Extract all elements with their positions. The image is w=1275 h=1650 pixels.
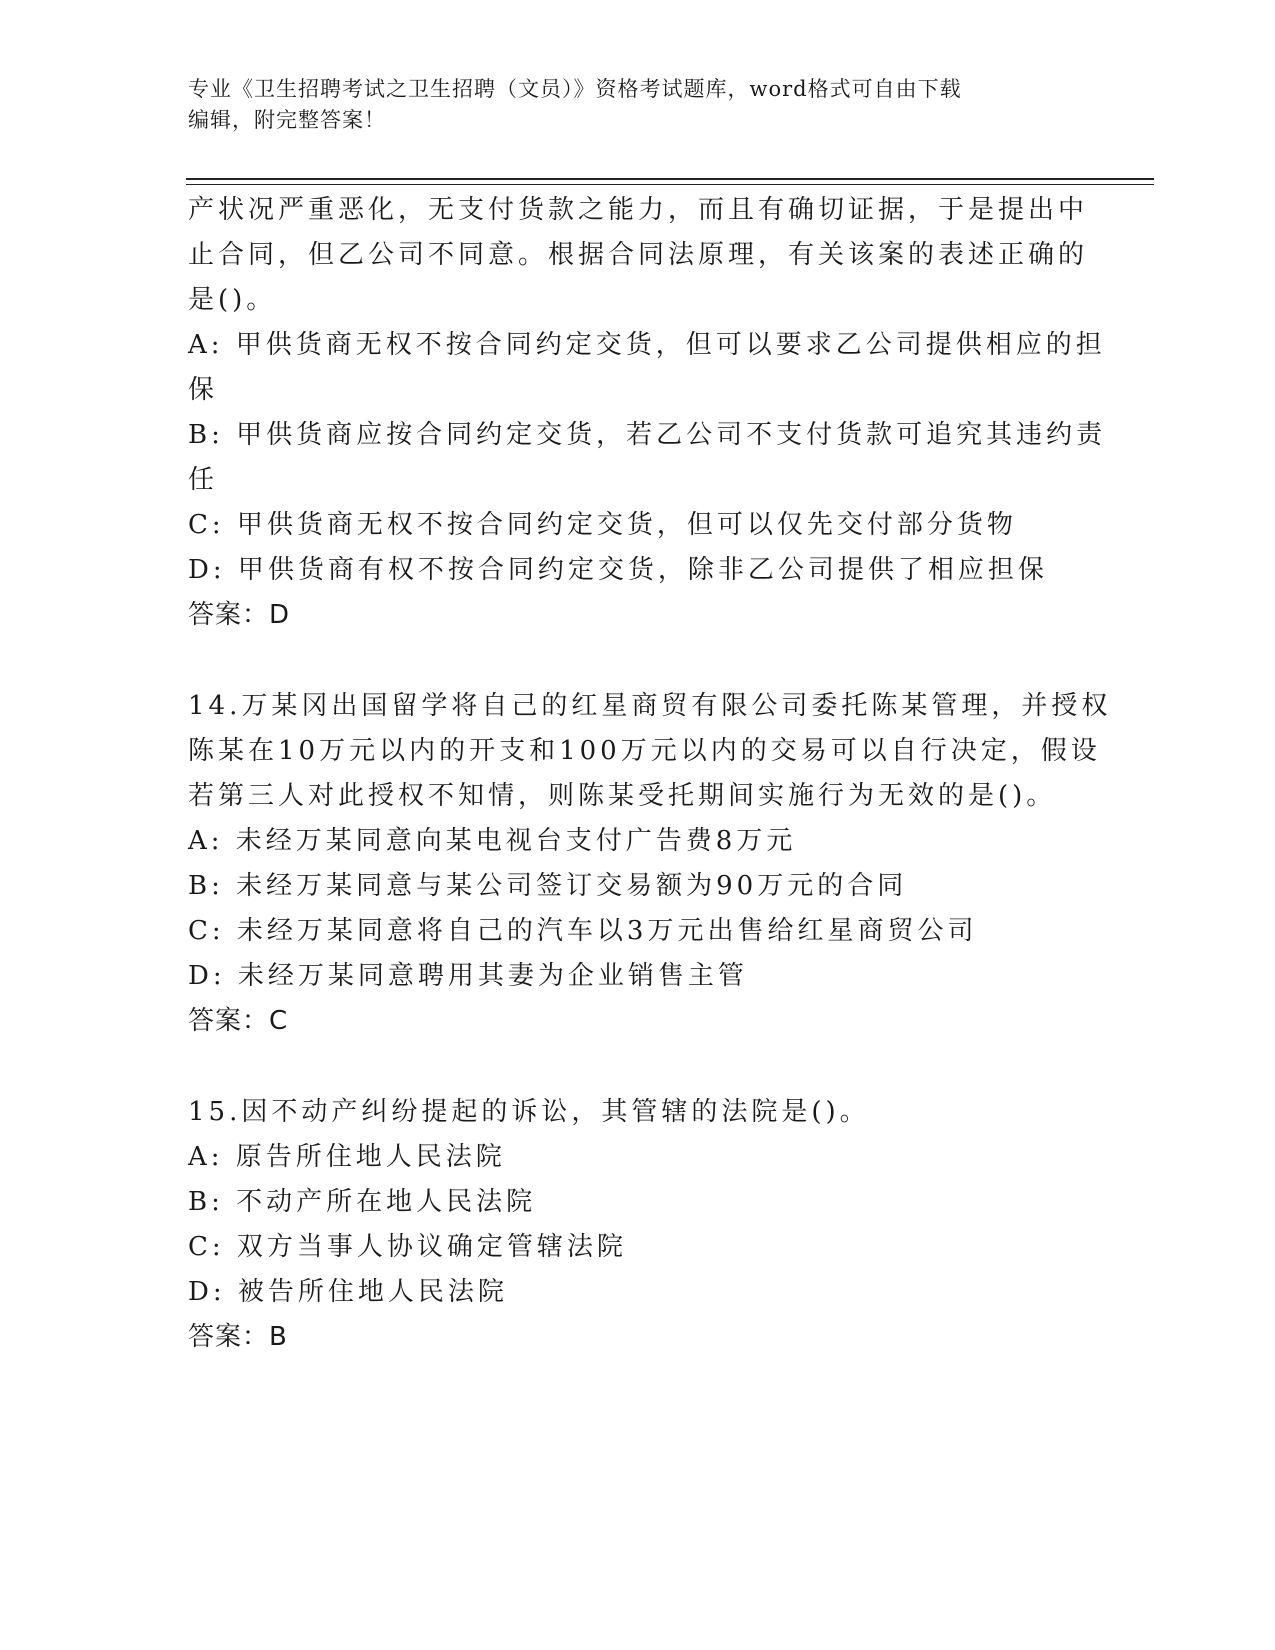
question-stem-line: 产状况严重恶化，无支付货款之能力，而且有确切证据，于是提出中 (188, 195, 1089, 225)
option-a-continued: 保 (188, 375, 219, 405)
option-c: C: 甲供货商无权不按合同约定交货，但可以仅先交付部分货物 (188, 510, 1017, 540)
option-d: D: 甲供货商有权不按合同约定交货，除非乙公司提供了相应担保 (188, 555, 1048, 585)
spacer (188, 638, 1078, 684)
option-b: B: 不动产所在地人民法院 (188, 1187, 537, 1217)
question-stem-line: 若第三人对此授权不知情，则陈某受托期间实施行为无效的是()。 (188, 781, 1057, 811)
question-stem-line: 14.万某冈出国留学将自己的红星商贸有限公司委托陈某管理，并授权 (188, 691, 1112, 721)
option-b-continued: 任 (188, 465, 219, 495)
option-a: A: 甲供货商无权不按合同约定交货，但可以要求乙公司提供相应的担 (188, 330, 1106, 360)
answer: 答案：C (188, 1006, 289, 1036)
option-a: A: 原告所住地人民法院 (188, 1142, 506, 1172)
header-divider (186, 178, 1154, 180)
spacer (188, 1044, 1078, 1090)
option-b: B: 甲供货商应按合同约定交货，若乙公司不支付货款可追究其违约责 (188, 420, 1107, 450)
header-divider-thin (186, 184, 1154, 185)
header-line-2: 编辑，附完整答案！ (188, 108, 386, 132)
option-d: D: 未经万某同意聘用其妻为企业销售主管 (188, 961, 748, 991)
question-content (188, 188, 1112, 1360)
option-a: A: 未经万某同意向某电视台支付广告费8万元 (188, 826, 797, 856)
question-13 (188, 188, 1107, 638)
option-d: D: 被告所住地人民法院 (188, 1277, 508, 1307)
option-c: C: 双方当事人协议确定管辖法院 (188, 1232, 627, 1262)
question-14 (188, 684, 1112, 1044)
header-line-1: 专业《卫生招聘考试之卫生招聘（文员）》资格考试题库，word格式可自由下载 (188, 77, 962, 101)
question-15 (188, 1090, 1078, 1360)
option-b: B: 未经万某同意与某公司签订交易额为90万元的合同 (188, 871, 908, 901)
question-stem-line: 陈某在10万元以内的开支和100万元以内的交易可以自行决定，假设 (188, 736, 1101, 766)
question-stem-line: 止合同，但乙公司不同意。根据合同法原理，有关该案的表述正确的 (188, 240, 1089, 270)
answer: 答案：D (188, 600, 291, 630)
question-stem-line: 15.因不动产纠纷提起的诉讼，其管辖的法院是()。 (188, 1097, 870, 1127)
option-c: C: 未经万某同意将自己的汽车以3万元出售给红星商贸公司 (188, 916, 978, 946)
question-stem-line: 是()。 (188, 285, 277, 315)
answer: 答案：B (188, 1322, 288, 1352)
page-header (188, 74, 1088, 136)
